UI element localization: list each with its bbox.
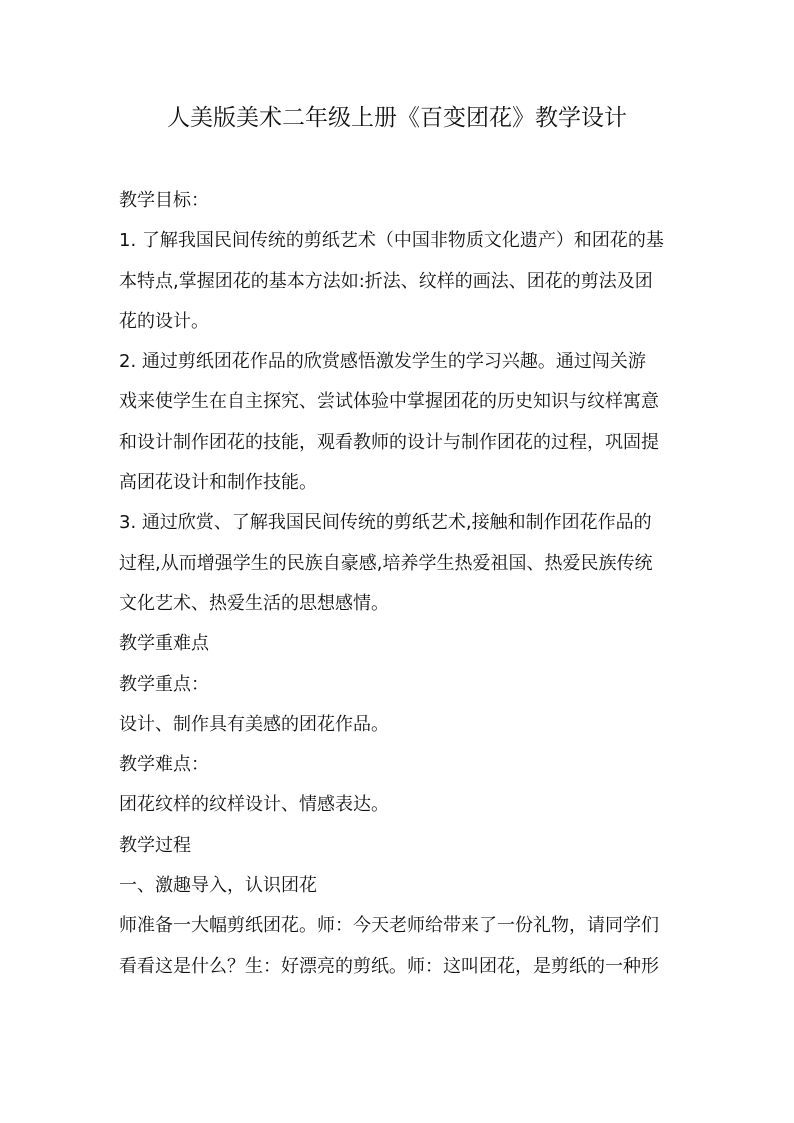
document-title: 人美版美术二年级上册《百变团花》教学设计	[167, 105, 627, 131]
text-line: 看看这是什么？生：好漂亮的剪纸。师：这叫团花，是剪纸的一种形	[119, 955, 659, 977]
subsection-heading: 教学重点：	[119, 673, 209, 695]
text-line: 教学目标：	[119, 190, 209, 211]
text-line: 高团花设计和制作技能。	[119, 472, 317, 494]
text-line: 团花纹样的纹样设计、情感表达。	[119, 794, 389, 816]
text-line: 设计、制作具有美感的团花作品。	[119, 713, 389, 735]
subsection-heading: 教学难点：	[119, 754, 209, 776]
document-body	[119, 181, 679, 987]
text-line: 和设计制作团花的技能，观看教师的设计与制作团花的过程，巩固提	[119, 431, 659, 453]
text-line: 戏来使学生在自主探究、尝试体验中掌握团花的历史知识与纹样寓意	[119, 391, 659, 413]
text-line: 3. 通过欣赏、了解我国民间传统的剪纸艺术,接触和制作团花作品的	[119, 512, 652, 534]
text-line: 1. 了解我国民间传统的剪纸艺术（中国非物质文化遗产）和团花的基	[119, 230, 664, 252]
text-line: 过程,从而增强学生的民族自豪感,培养学生热爱祖国、热爱民族传统	[119, 552, 653, 574]
text-line: 文化艺术、热爱生活的思想感情。	[119, 592, 389, 614]
subsection-heading: 一、激趣导入，认识团花	[119, 875, 317, 897]
text-line: 花的设计。	[119, 310, 209, 332]
text-line: 本特点,掌握团花的基本方法如:折法、纹样的画法、团花的剪法及团	[119, 270, 653, 292]
text-line: 师准备一大幅剪纸团花。师：今天老师给带来了一份礼物，请同学们	[119, 915, 659, 937]
section-heading: 教学过程	[119, 834, 191, 856]
text-line: 2. 通过剪纸团花作品的欣赏感悟激发学生的学习兴趣。通过闯关游	[119, 351, 646, 373]
section-heading: 教学重难点	[119, 633, 209, 655]
